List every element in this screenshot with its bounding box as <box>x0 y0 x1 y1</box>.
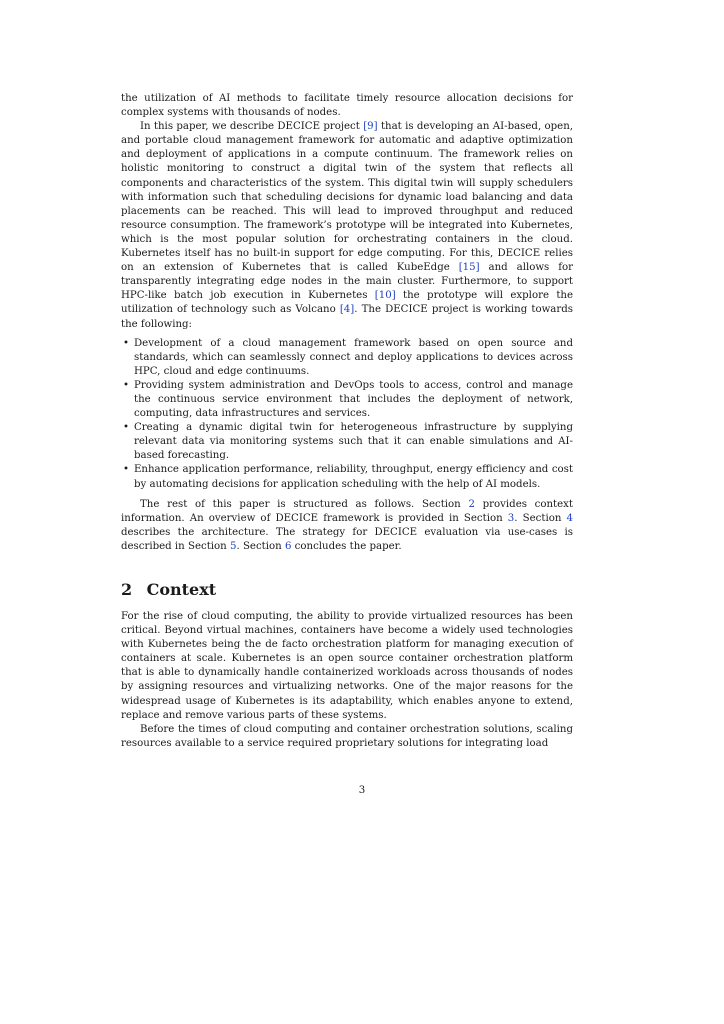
section-link[interactable]: 4 <box>566 512 573 524</box>
text-run: the prototype will explore the utilization of technology such as Volcano <box>121 290 573 316</box>
text-run: The rest of this paper is structured as follows. Section <box>140 498 469 510</box>
text-run: . Section <box>236 540 285 552</box>
text-run: In this paper, we describe DECICE project <box>140 121 364 133</box>
intro-paragraph-continued: the utilization of AI methods to facilitate timely resource allocation decisions for complex systems with thousands of nodes. <box>121 93 573 119</box>
list-item-text: Development of a cloud management framework based on open source and standards, which can seamlessly connect and deploy applications to devices across HPC, cloud and edge continuums. <box>134 337 573 377</box>
list-item <box>121 337 573 379</box>
bullet-icon: • <box>123 379 130 391</box>
citation-link[interactable]: [15] <box>458 262 480 274</box>
list-item-text: Enhance application performance, reliability, throughput, energy efficiency and cost by automating decisions for application scheduling with the help of AI models. <box>134 464 573 490</box>
citation-link[interactable]: [10] <box>374 290 396 302</box>
text-run: . Section <box>514 512 567 524</box>
bullet-icon: • <box>123 464 130 476</box>
text-run: provides context information. An overview of DECICE framework is provided in Section <box>121 498 574 524</box>
text-column <box>121 92 573 751</box>
section-link[interactable]: 5 <box>229 540 237 552</box>
list-item <box>121 421 573 463</box>
intro-paragraph-structure <box>121 498 573 554</box>
text-run: describes the architecture. The strategy for DECICE evaluation via use-cases is described in Section <box>121 526 573 552</box>
bullet-icon: • <box>123 337 130 349</box>
citation-link[interactable]: [4] <box>339 304 355 316</box>
intro-paragraph-project <box>121 120 573 331</box>
bullet-icon: • <box>123 422 130 434</box>
goals-list <box>121 337 573 492</box>
list-item-text: Providing system administration and DevOps tools to access, control and manage the continuous service environment that includes the deployment of network, computing, data infrastructures and services. <box>134 379 573 420</box>
list-item <box>121 379 573 421</box>
text-run: that is developing an AI-based, open, and portable cloud management framework for automatic and adaptive optimization and deployment of applications in a compute continuum. The framework relies on holistic monitoring to construct a digital twin of the system that reflects all components and characteristics of the system. This digital twin will supply schedulers with information such that scheduling decisions for dynamic load balancing and data placements can be reached. This will lead to improved throughput and reduced resource consumption. The framework’s prototype will be integrated into Kubernetes, which is the most popular solution for orchestrating containers in the cloud. Kubernetes itself has no built-in support for edge computing. For this, DECICE relies on an extension of Kubernetes that is called KubeEdge <box>121 121 573 274</box>
section-link[interactable]: 3 <box>507 512 515 524</box>
context-paragraph: Before the times of cloud computing and container orchestration solutions, scaling resources available to a service required proprietary solutions for integrating load <box>121 723 573 749</box>
text-run: concludes the paper. <box>291 540 402 552</box>
section-title: Context <box>146 580 217 599</box>
section-link[interactable]: 6 <box>284 540 292 552</box>
text-run: and allows for transparently integrating edge nodes in the main cluster. Furthermore, to support HPC-like batch job execution in Kubernetes <box>121 262 573 302</box>
list-item <box>121 463 573 491</box>
section-heading <box>121 580 573 600</box>
text-run: . The DECICE project is working towards the following: <box>121 304 573 330</box>
page-number: 3 <box>358 785 366 796</box>
section-link[interactable]: 2 <box>468 498 475 510</box>
list-item-text: Creating a dynamic digital twin for heterogeneous infrastructure by supplying relevant data via monitoring systems such that it can enable simulations and AI-based forecasting. <box>134 422 573 462</box>
context-paragraph: For the rise of cloud computing, the ability to provide virtualized resources has been critical. Beyond virtual machines, containers have become a widely used technologies with Kubernetes being the de facto orchestration platform for managing execution of containers at scale. Kubernetes is an open source container orchestration platform that is able to dynamically handle containerized workloads across thousands of nodes by assigning resources and virtualizing networks. One of the major reasons for the widespread usage of Kubernetes is its adaptability, which enables anyone to extend, replace and remove various parts of these systems. <box>121 611 573 721</box>
citation-link[interactable]: [9] <box>363 121 378 133</box>
section-number: 2 <box>121 580 133 599</box>
